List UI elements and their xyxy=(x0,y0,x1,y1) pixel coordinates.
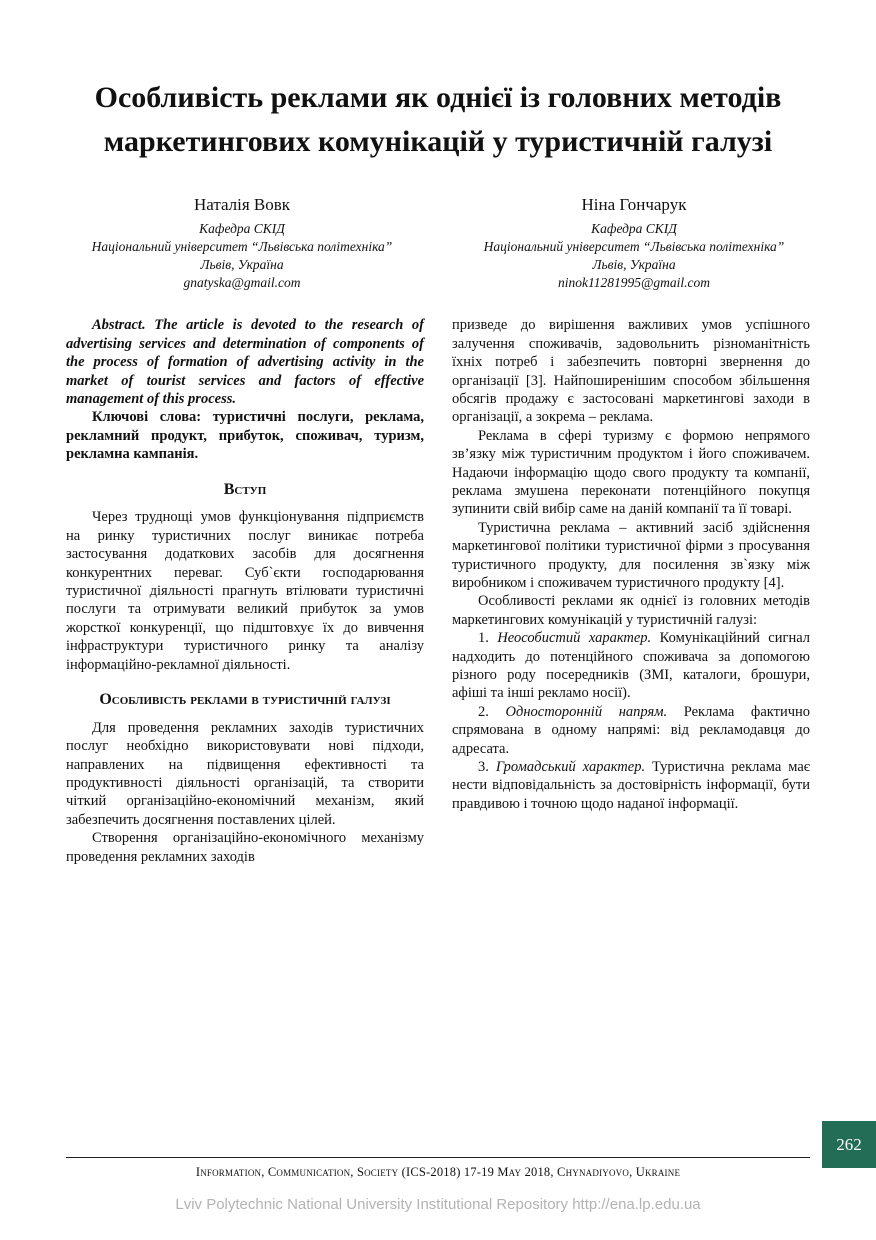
author-department: Кафедра СКІД xyxy=(591,221,677,236)
list-item-text: Комунікаційний сигнал надходить до потенційного споживача за допомогою різного роду посередників (ЗМІ, каталоги, брошури, афіші та інші рекламо носії). xyxy=(452,630,811,702)
author-name: Наталія Вовк xyxy=(193,195,291,214)
author-department: Кафедра СКІД xyxy=(199,221,285,236)
right-column xyxy=(452,316,810,866)
keywords: Ключові слова: туристичні послуги, реклама, рекламний продукт, прибуток, споживач, туризм, рекламна кампанія. xyxy=(66,409,424,463)
list-item-term: Неособистий характер. xyxy=(497,630,652,647)
author-right xyxy=(452,195,816,292)
list-item-term: Односторонній напрям. xyxy=(505,703,668,720)
paragraph-intro: Через труднощі умов функціонування підприємств на ринку туристичних послуг виникає потреба застосування додаткових засобів для досягнення конкурентних переваг. Суб`єкти господарювання туристичної діяльності прагнуть втілювати туристичні послуги та отримувати великий прибуток за умов жорсткої конкуренції, що підштовхує їх до вивчення інфраструктури туристичного ринку та аналізу інформаційно-рекламної діяльності. xyxy=(66,509,424,673)
abstract: Abstract. The article is devoted to the research of advertising services and determination of components of the process of formation of advertising activity in the market of tourist services and factors of effective management of this process. xyxy=(66,317,424,407)
list-item-text: Реклама фактично спрямована в одному напрямі: від рекламодавця до адресата. xyxy=(452,703,811,757)
author-email: gnatyska@gmail.com xyxy=(183,275,301,291)
author-email: ninok11281995@gmail.com xyxy=(557,275,711,291)
paragraph-right-2: Реклама в сфері туризму є формою непрямого зв’язку між туристичним продуктом і його споживачем. Надаючи інформацію щодо свого продукту та компанії, реклама змушена переконати потенційного покупця зупинити свій вибір саме на даній компанії та її товарі. xyxy=(452,427,810,518)
list-item-number: 1. xyxy=(478,630,489,647)
list-item-2 xyxy=(452,703,810,758)
list-item-number: 2. xyxy=(478,703,489,720)
page-number: 262 xyxy=(836,1134,862,1154)
page-number-badge xyxy=(822,1121,876,1168)
author-city: Львів, Україна xyxy=(592,257,676,273)
author-city: Львів, Україна xyxy=(200,257,284,273)
list-item-number: 3. xyxy=(478,759,489,776)
author-name: Ніна Гончарук xyxy=(581,195,687,214)
list-item-1 xyxy=(452,629,810,703)
author-university: Національний університет “Львівська політехніка” xyxy=(483,239,785,255)
paragraph-right-4: Особливості реклами як однієї із головних методів маркетингових комунікацій у туристичній галузі: xyxy=(452,593,810,628)
paragraph-right-3: Туристична реклама – активний засіб здійснення маркетингової політики туристичної фірми з просування туристичного продукту, для посилення зв`язку між виробником і споживачем туристичного продукту [4]. xyxy=(452,519,810,591)
author-university: Національний університет “Львівська політехніка” xyxy=(91,239,393,255)
section-heading-advertising: Особливість реклами в туристичній галузі xyxy=(99,691,391,709)
list-item-3 xyxy=(452,758,810,813)
repository-stamp: Lviv Polytechnic National University Institutional Repository http://ena.lp.edu.ua xyxy=(175,1196,701,1213)
paragraph-section2-1: Для проведення рекламних заходів туристичних послуг необхідно використовувати нові підходи, направлених на підвищення ефективності та продуктивності діяльності організацій, та створити чіткий організаційно-економічний механізм, який забезпечить досягнення поставлених цілей. xyxy=(66,719,424,828)
list-item-text: Туристична реклама має нести відповідальність за достовірність інформації, бути правдивою і точною щодо наданої інформації. xyxy=(452,759,810,812)
paragraph-section2-2: Створення організаційно-економічного механізму проведення рекламних заходів xyxy=(66,830,424,865)
conference-footer: Information, Communication, Society (ICS-2018) 17-19 May 2018, Chynadiyovo, Ukraine xyxy=(195,1165,681,1179)
author-left xyxy=(60,195,424,292)
section-heading-intro: Вступ xyxy=(223,480,267,498)
list-item-term: Громадський характер. xyxy=(495,759,646,776)
left-column xyxy=(66,316,424,866)
author-block xyxy=(0,195,876,292)
footer-divider xyxy=(66,1157,810,1158)
paper-title: Особливість реклами як однієї із головних методів маркетингових комунікацій у туристичній галузі xyxy=(94,81,782,158)
paragraph-right-1: призведе до вирішення важливих умов успішного залучення споживачів, задовольнить різноманітність їхніх потреб і забезпечить повторні звернення до організації [3]. Найпоширенішим способом збільшення обсягів продажу є застосовані маркетингові заходи в організації, а зокрема – реклама. xyxy=(452,317,810,426)
body-columns xyxy=(0,316,876,866)
